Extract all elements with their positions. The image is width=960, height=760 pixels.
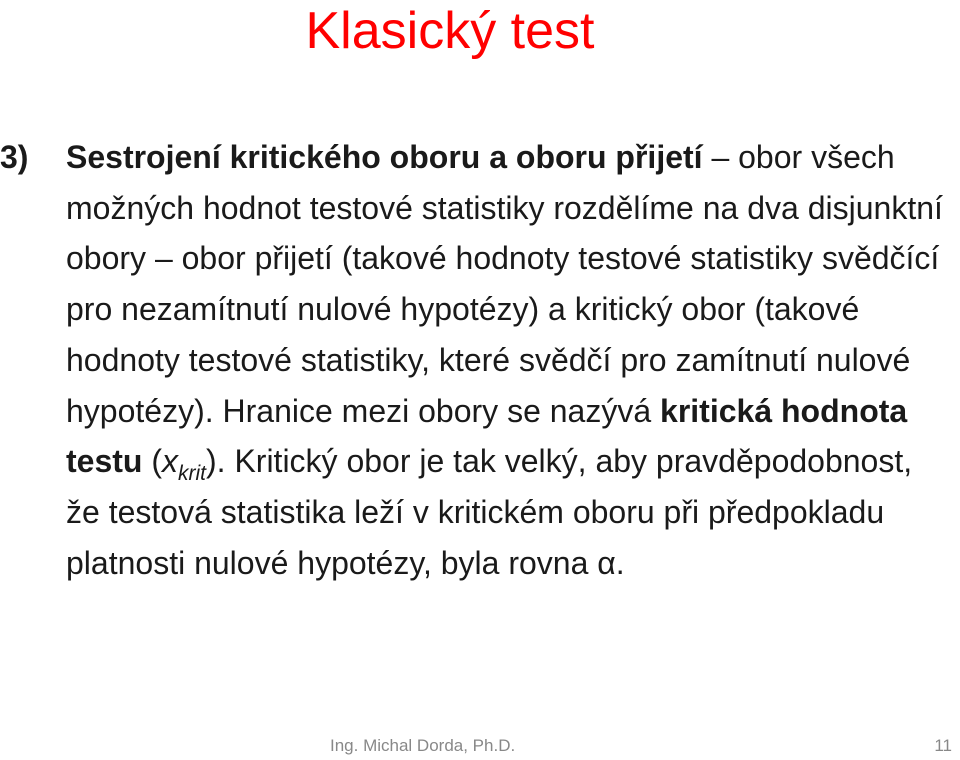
slide-title: Klasický test [305, 2, 595, 60]
key-term: kritická hodnota testu [66, 392, 908, 480]
footer-author: Ing. Michal Dorda, Ph.D. [330, 736, 516, 755]
slide-body-text [66, 132, 946, 588]
item-heading: Sestrojení kritického oboru a oboru přijetí [66, 139, 703, 175]
page-number: 11 [934, 736, 952, 755]
paren-open: ( [142, 443, 162, 480]
x-symbol: x [162, 443, 178, 480]
x-subscript: krit [178, 462, 206, 486]
list-item-number: 3) [0, 139, 29, 175]
heading-dash: – [702, 139, 739, 175]
body-text-part-1: obor všech možných hodnot testové statistiky rozdělíme na dva disjunktní obory – obor přijetí (takové hodnoty testové statistiky svědčící pro nezamítnutí nulové hypotézy) a kritický obor (takové hodnoty testové statistiky, které svědčí pro zamítnutí nulové hypotézy). Hranice mezi obory se nazývá [66, 139, 943, 429]
body-text-part-2: ). Kritický obor je tak velký, aby pravděpodobnost, že testová statistika leží v kritickém oboru při předpokladu platnosti nulové hypotézy, byla rovna α. [66, 443, 913, 581]
